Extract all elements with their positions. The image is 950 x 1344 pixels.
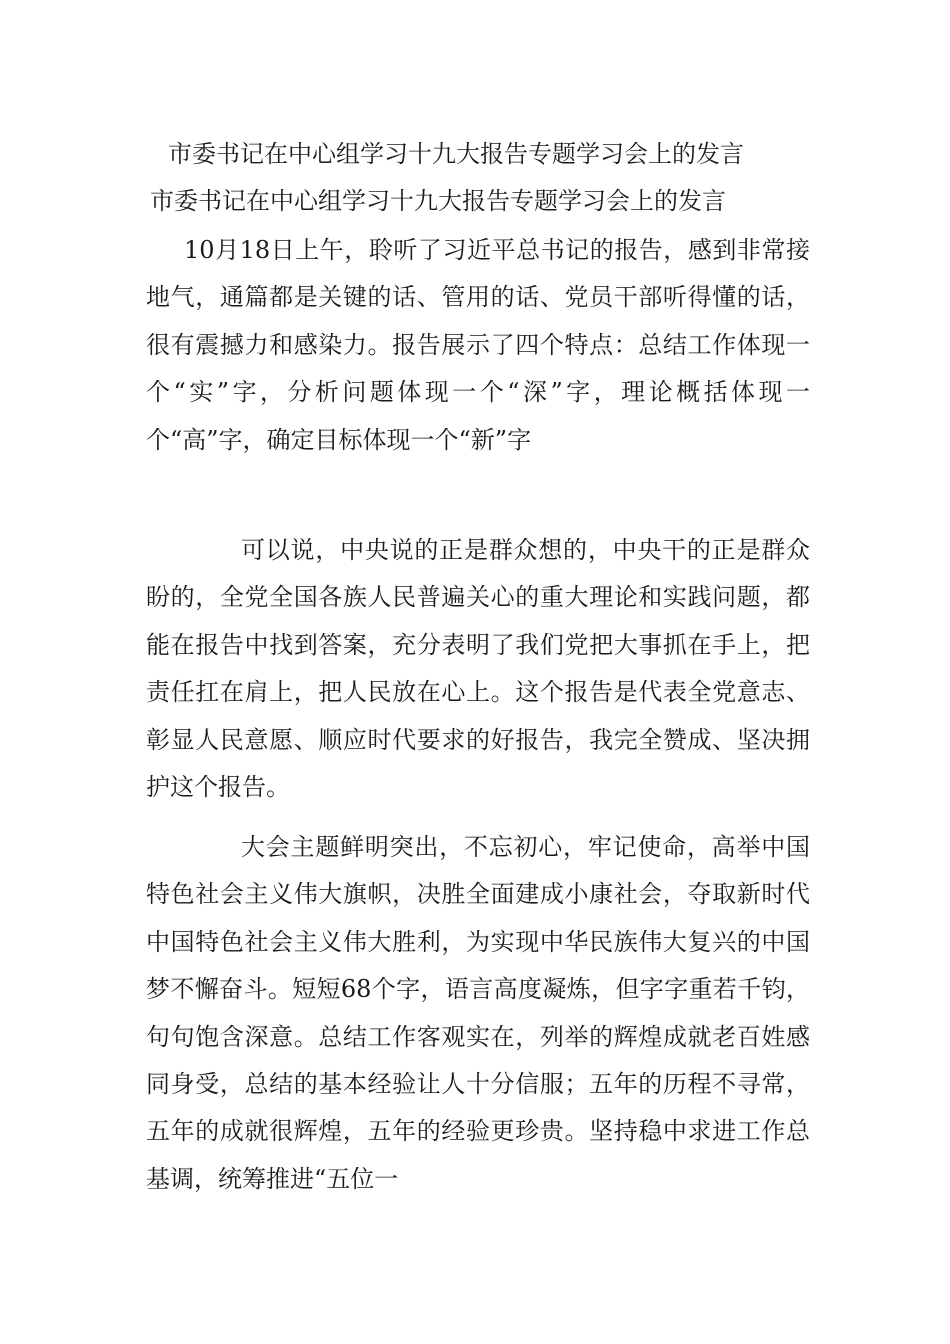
paragraph-3: 大会主题鲜明突出，不忘初心，牢记使命，高举中国特色社会主义伟大旗帜，决胜全面建成小康社会，夺取新时代中国特色社会主义伟大胜利，为实现中华民族伟大复兴的中国梦不懈奋斗。短短68个字，语言高度凝炼，但字字重若千钧，句句饱含深意。总结工作客观实在，列举的辉煌成就老百姓感同身受，总结的基本经验让人十分信服；五年的历程不寻常，五年的成就很辉煌，五年的经验更珍贵。坚持稳中求进工作总基调，统筹推进“五位一 — [146, 833, 810, 1193]
document-subtitle: 市委书记在中心组学习十九大报告专题学习会上的发言 — [150, 187, 726, 215]
paragraph-2: 可以说，中央说的正是群众想的，中央干的正是群众盼的，全党全国各族人民普遍关心的重大理论和实践问题，都能在报告中找到答案，充分表明了我们党把大事抓在手上，把责任扛在肩上，把人民放在心上。这个报告是代表全党意志、彰显人民意愿、顺应时代要求的好报告，我完全赞成、坚决拥护这个报告。 — [146, 536, 810, 802]
document-title: 市委书记在中心组学习十九大报告专题学习会上的发言 — [168, 140, 744, 168]
paragraph-1: 10月18日上午，聆听了习近平总书记的报告，感到非常接地气，通篇都是关键的话、管用的话、党员干部听得懂的话，很有震撼力和感染力。报告展示了四个特点：总结工作体现一个“实”字，分析问题体现一个“深”字，理论概括体现一个“高”字，确定目标体现一个“新”字 — [146, 236, 810, 454]
